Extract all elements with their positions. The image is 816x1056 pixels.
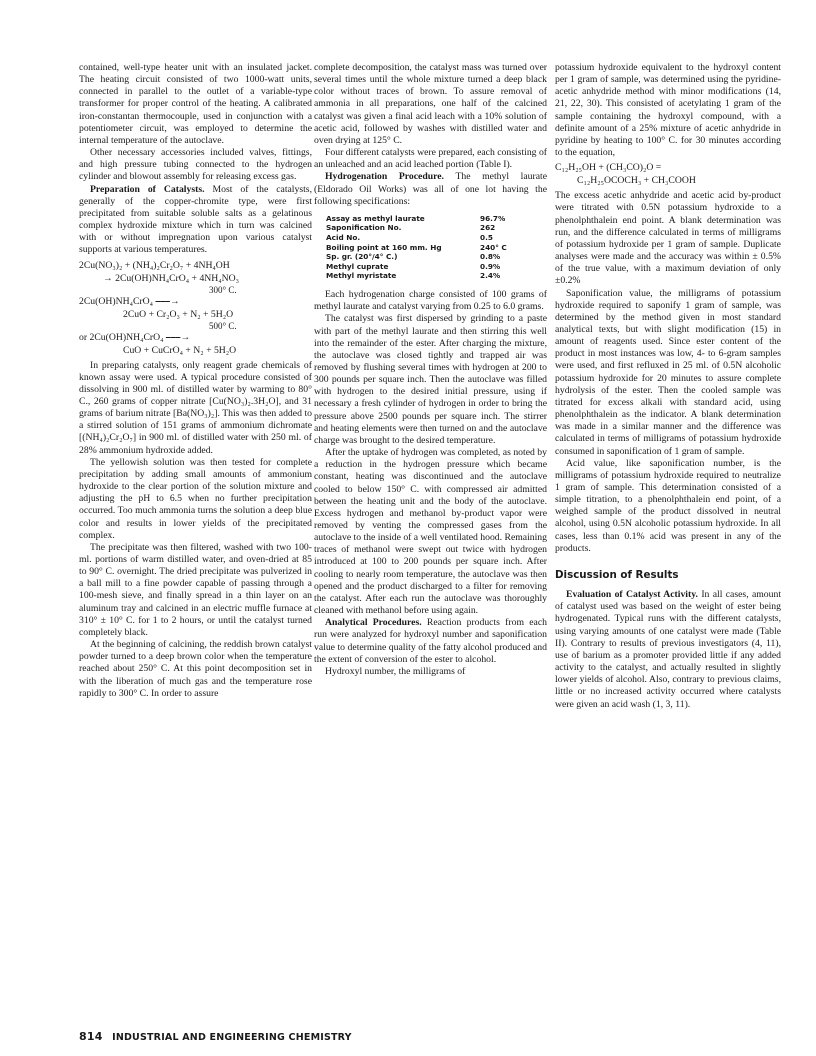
paragraph: The excess acetic anhydride and acetic acid by-product were titrated with 0.5N potassium hydroxide to a phenolphthalein end point. A blank determination was run, and the difference calculated in terms of milligrams of potassium hydroxide per 1 gram of sample. Duplicate analyses were made and the accuracy was within ± 0.5% of the true value, with a maximum deviation of only ±0.2% [555,190,781,287]
spec-value: 0.8% [480,252,501,262]
paragraph [314,171,547,207]
spec-row [326,252,526,262]
paragraph: Hydroxyl number, the milligrams of [325,665,466,677]
section-heading: Discussion of Results [555,568,679,581]
paragraph: The yellowish solution was then tested for complete precipitation by adding small amounts of ammonium hydroxide to the clear portion of the solution mixture and adjusting the pH to 6.5 when no further precipitation occurred. Too much ammonia turns the solution a deep blue color and results in lower yields of the precipitated complex. [79,456,312,541]
equation-line: CuO + CuCrO₄ + N₂ + 5H₂O [123,344,237,356]
chemical-equation [79,259,312,357]
spec-row [326,243,526,253]
chemical-equation [555,161,781,187]
paragraph-text: Most of the catalysts, generally of the copper-chromite type, were first precipitated from suitable soluble salts as a gelatinous complex hydroxide mixture which in turn was calcined with or without impregnation upon various catalyst supports at various temperatures. [79,183,312,256]
equation-line: 2CuO + Cr₂O₃ + N₂ + 5H₂O [123,308,234,320]
paragraph: potassium hydroxide equivalent to the hydroxyl content per 1 gram of sample, was determined using the pyridine-acetic anhydride method with minor modifications (14, 21, 22, 30). This consisted of acetylating 1 gram of the sample containing the hydroxyl compound, with a definite amount of a 25% mixture of acetic anhydride in pyridine by heating to 100° C. for 30 minutes according to the equation, [555,62,781,159]
equation-line: → 2Cu(OH)NH₄CrO₄ + 4NH₄NO₃ [103,272,240,284]
equation-line: 2Cu(OH)NH₄CrO₄ ⎯⎯⎯→ [79,295,180,307]
reaction-temperature: 500° C. [209,320,237,331]
spec-row [326,223,526,233]
spec-label: Acid No. [326,233,361,243]
paragraph-text: The methyl laurate (Eldorado Oil Works) was all of one lot having the following specifications: [314,171,547,207]
reaction-temperature: 300° C. [209,284,237,295]
run-in-heading: Hydrogenation Procedure. [325,171,444,183]
equation-line: C₁₂H₂₅OH + (CH₃CO)₂O = [555,162,662,174]
paragraph-text: In all cases, amount of catalyst used was based on the weight of ester being hydrogenated. Typical runs with the different catalysts, using varying amounts of one catalyst were made (Table II). Contrary to results of previous investigators (4, 11), use of barium as a promoter provided little if any added activity to the catalyst, and actually resulted in slightly lower yields of alcohol. Also, contrary to previous claims, little or no increased activity occurred where catalysts were given an acid wash (1, 3, 11). [555,589,782,710]
spec-row [326,262,526,272]
spec-label: Saponification No. [326,223,402,233]
paragraph: Saponification value, the milligrams of potassium hydroxide required to saponify 1 gram of sample, was determined by the method given in most standard analytical texts, but with slight modification (15) in amount of reagents used. Since ester content of the product in most instances was low, 4- to 6-gram samples were used, and first refluxed in 25 ml. of 0.5N alcoholic potassium hydroxide for 20 minutes to assure complete hydrolysis of the ester. Then the cooled sample was titrated for excess alkali with standard acid, using phenolphthalein as the indicator. A blank determination was made in a similar manner and the difference was calculated in terms of milligrams of potassium hydroxide consumed in saponification of 1 gram of sample. [555,287,781,457]
spec-label: Boiling point at 160 mm. Hg [326,242,442,252]
paragraph [555,589,781,711]
spec-label: Methyl myristate [326,271,397,281]
paragraph: complete decomposition, the catalyst mass was turned over several times until the whole mixture turned a deep black color without traces of brown. To assure removal of ammonia in all preparations, one half of the calcined catalyst was given a final acid leach with a 10% solution of acetic acid, followed by washes with distilled water and oven drying at 125° C. [314,62,547,146]
paragraph: contained, well-type heater unit with an insulated jacket. The heating circuit consisted of two 1000-watt units, connected in parallel to the outlet of a variable-type transformer for proper control of the heating. A calibrated iron-constantan thermocouple, used in conjunction with a potentiometer circuit, was employed to determine the internal temperature of the autoclave. [79,62,312,146]
spec-value: 2.4% [480,271,501,281]
spec-row [326,271,526,281]
paragraph: Each hydrogenation charge consisted of 100 grams of methyl laurate and catalyst varying from 0.25 to 6.0 grams. [314,289,547,313]
paragraph-text: Reaction products from each run were analyzed for hydroxyl number and saponification value to determine quality of the fatty alcohol produced and the extent of conversion of the ester to alcohol. [314,617,547,665]
equation-line: or 2Cu(OH)NH₄CrO₄ ⎯⎯⎯→ [79,331,191,343]
text-column-right [555,62,781,711]
run-in-heading: Evaluation of Catalyst Activity. [566,589,698,601]
run-in-heading: Preparation of Catalysts. [90,183,205,195]
spec-label: Methyl cuprate [326,261,389,271]
paragraph: Four different catalysts were prepared, each consisting of an unleached and an acid leached portion (Table I). [314,147,548,171]
paragraph [79,184,312,257]
equation-line: 2Cu(NO₃)₂ + (NH₄)₂Cr₂O₇ + 4NH₄OH [79,259,230,271]
text-column-left [79,62,312,700]
journal-name: INDUSTRIAL AND ENGINEERING CHEMISTRY [112,1032,352,1043]
paragraph: At the beginning of calcining, the reddish brown catalyst powder turned to a deep brown color when the temperature reached about 250° C. At this point decomposition set in with the liberation of much gas and the temperature rose rapidly to 300° C. In order to assure [79,639,312,699]
text-column-middle [314,62,547,678]
specification-table [326,214,526,281]
spec-value: 262 [480,223,496,233]
paragraph: In preparing catalysts, only reagent grade chemicals of known assay were used. A typical procedure consisted of dissolving in 900 ml. of distilled water by warming to 80° C., 260 grams of copper nitrate [Cu(NO₃)₂.3H₂O], and 31 grams of barium nitrate [Ba(NO₃)₂]. This was then added to a stirred solution of 151 grams of ammonium dichromate [(NH₄)₂Cr₂O₇] in 900 ml. of distilled water with 250 ml. of 28% ammonium hydroxide added. [79,359,312,456]
spec-label: Assay as methyl laurate [326,213,425,223]
spec-value: 0.5 [480,233,493,243]
spec-value: 96.7% [480,213,506,223]
paragraph: Acid value, like saponification number, is the milligrams of potassium hydroxide required to neutralize 1 gram of sample. This determination consisted of a simple titration, to a phenolphthalein end point, of a weighed sample of the product dissolved in neutral alcohol, using 0.5N alcoholic potassium hydroxide. In all cases, less than 0.1% acid was present in any of the products. [555,457,781,554]
paragraph [314,617,547,666]
paragraph: The catalyst was first dispersed by grinding to a paste with part of the methyl laurate and then stirring this well into the remainder of the ester. After charging the mixture, the autoclave was closed tightly and trapped air was removed by flushing several times with hydrogen at 200 to 300 pounds per square inch. Then the autoclave was filled with hydrogen to the desired initial pressure, using if necessary a fresh cylinder of hydrogen in order to bring the pressure above 2500 pounds per square inch. The stirrer and heating elements were then turned on and the autoclave charge was brought to the desired temperature. [314,313,547,446]
paragraph: The precipitate was then filtered, washed with two 100-ml. portions of warm distilled water, and oven-dried at 85 to 90° C. overnight. The dried precipitate was pulverized in a ball mill to a fine powder capable of passing through a 100-mesh sieve, and finally spread in a thin layer on an aluminum tray and calcined in an electric muffle furnace at 310° ± 10° C. for 1 to 2 hours, or until the catalyst turned completely black. [79,541,312,638]
paragraph: After the uptake of hydrogen was completed, as noted by a reduction in the hydrogen pressure which became constant, heating was discontinued and the autoclave cooled to below 150° C. with compressed air admitted between the heating unit and the body of the autoclave. Excess hydrogen and methanol by-product vapor were removed by venting the compressed gases from the autoclave to the inside of a well ventilated hood. Remaining traces of methanol were swept out twice with hydrogen introduced at 100 to 200 pounds per square inch. After cooling to nearly room temperature, the autoclave was then opened and the product discharged to a filter for removing the catalyst. After each run the autoclave was thoroughly cleaned with methanol before using again. [314,447,547,617]
run-in-heading: Analytical Procedures. [325,617,422,629]
paragraph: Other necessary accessories included valves, fittings, and high pressure tubing connected to the hydrogen cylinder and blowout assembly for releasing excess gas. [79,147,312,183]
spec-label: Sp. gr. (20°/4° C.) [326,252,398,262]
spec-value: 240° C [480,242,507,252]
page-footer [79,1030,352,1043]
page-number: 814 [79,1030,103,1043]
spec-row [326,214,526,224]
equation-line: C₁₂H₂₅OCOCH₃ + CH₃COOH [577,175,696,187]
spec-value: 0.9% [480,261,501,271]
spec-row [326,233,526,243]
